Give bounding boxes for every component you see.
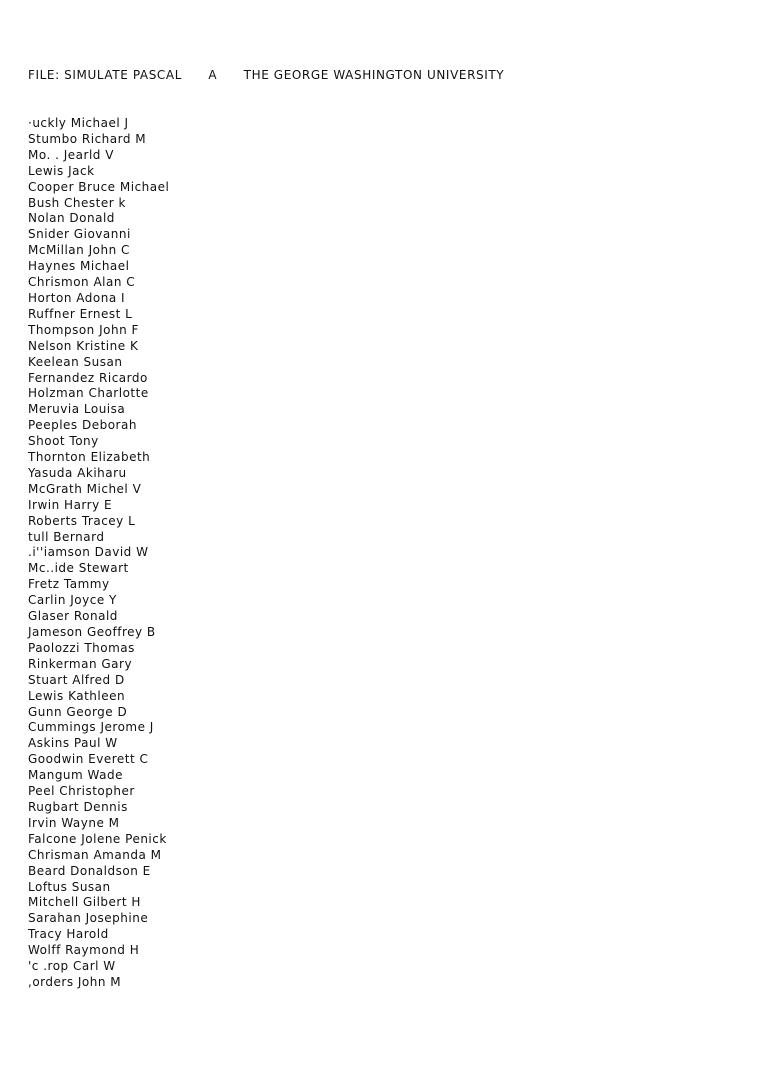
name-row: Haynes Michael: [28, 259, 130, 274]
name-row: Paolozzi Thomas: [28, 640, 135, 655]
name-row: Goodwin Everett C: [28, 752, 149, 767]
name-row: Yasuda Akiharu: [28, 465, 127, 480]
name-row: Loftus Susan: [28, 879, 111, 894]
name-row: Mangum Wade: [28, 768, 123, 783]
name-row: Rugbart Dennis: [28, 799, 128, 814]
name-row: Fretz Tammy: [28, 577, 110, 592]
name-row: Roberts Tracey L: [28, 513, 136, 528]
name-row: tull Bernard: [28, 529, 105, 544]
name-row: Carlin Joyce Y: [28, 593, 117, 608]
name-row: Ruffner Ernest L: [28, 306, 133, 321]
name-row: Cummings Jerome J: [28, 720, 154, 735]
name-row: Falcone Jolene Penick: [28, 831, 167, 846]
name-row: Sarahan Josephine: [28, 911, 149, 926]
name-row: Meruvia Louisa: [28, 402, 126, 417]
name-row: Snider Giovanni: [28, 227, 131, 242]
name-row: Horton Adona I: [28, 290, 126, 305]
name-row: Shoot Tony: [28, 434, 99, 449]
name-row: Peel Christopher: [28, 784, 135, 799]
name-row: Stuart Alfred D: [28, 672, 125, 687]
name-row: Lewis Kathleen: [28, 688, 126, 703]
name-row: Glaser Ronald: [28, 609, 118, 624]
name-row: Mo. . Jearld V: [28, 147, 114, 162]
name-row: Bush Chester k: [28, 195, 126, 210]
name-row: Nolan Donald: [28, 211, 115, 226]
name-row: Irwin Harry E: [28, 497, 113, 512]
name-row: Irvin Wayne M: [28, 815, 120, 830]
file-header: [28, 67, 504, 83]
file-mode: A: [208, 68, 218, 82]
name-row: Chrisman Amanda M: [28, 847, 162, 862]
name-row: Holzman Charlotte: [28, 386, 149, 401]
name-row: Cooper Bruce Michael: [28, 179, 170, 194]
name-row: Askins Paul W: [28, 736, 118, 751]
name-row: McGrath Michel V: [28, 481, 142, 496]
name-row: Lewis Jack: [28, 163, 95, 178]
name-row: 'c .rop Carl W: [28, 959, 116, 974]
name-row: Thompson John F: [28, 322, 139, 337]
name-row: ,orders John M: [28, 974, 122, 989]
name-row: Fernandez Ricardo: [28, 370, 148, 385]
name-row: Wolff Raymond H: [28, 943, 140, 958]
name-row: Keelean Susan: [28, 354, 123, 369]
name-row: Mitchell Gilbert H: [28, 895, 141, 910]
name-list: [28, 116, 169, 991]
file-label: FILE: SIMULATE PASCAL: [28, 68, 182, 82]
name-row: Mc..ide Stewart: [28, 561, 129, 576]
name-row: ·uckly Michael J: [28, 116, 129, 130]
name-row: .i''iamson David W: [28, 545, 149, 560]
name-row: McMillan John C: [28, 243, 130, 258]
name-row: Jameson Geoffrey B: [28, 625, 156, 639]
name-row: Tracy Harold: [28, 927, 109, 942]
organization-name: THE GEORGE WASHINGTON UNIVERSITY: [243, 68, 505, 82]
name-row: Beard Donaldson E: [28, 863, 151, 878]
name-row: Chrismon Alan C: [28, 275, 136, 290]
name-row: Stumbo Richard M: [28, 131, 147, 146]
name-row: Nelson Kristine K: [28, 338, 139, 353]
name-row: Rinkerman Gary: [28, 656, 133, 671]
name-row: Gunn George D: [28, 704, 128, 719]
name-row: Peeples Deborah: [28, 418, 137, 433]
name-row: Thornton Elizabeth: [28, 450, 151, 465]
